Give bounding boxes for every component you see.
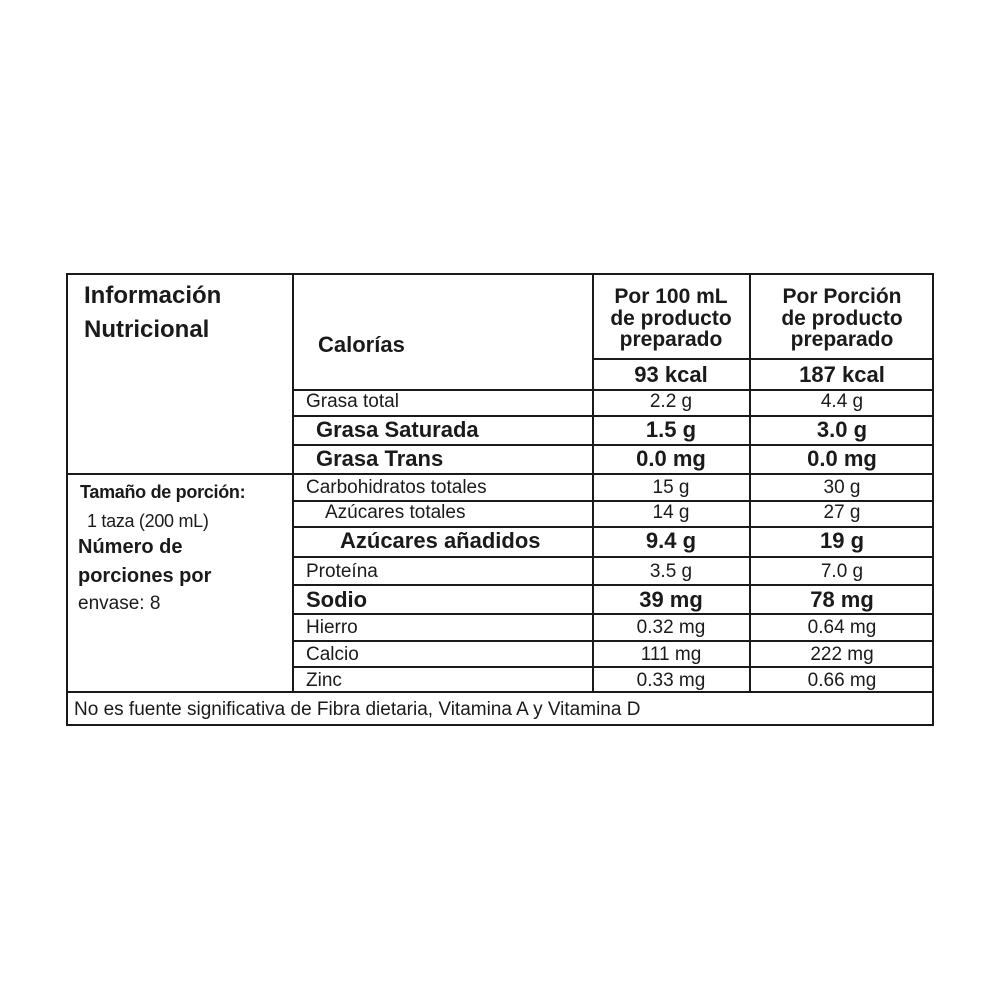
value-100ml-azucares-totales: 14 g: [652, 502, 690, 523]
value-100ml-sodio: 39 mg: [639, 587, 703, 612]
nutrient-name-azucares-anadidos: Azúcares añadidos: [340, 528, 541, 553]
nutrient-name-grasa-total: Grasa total: [306, 391, 399, 412]
value-portion-azucares-totales: 27 g: [823, 502, 861, 523]
col-header-100ml-line2: de producto: [610, 307, 732, 330]
footnote: No es fuente significativa de Fibra dietaria, Vitamina A y Vitamina D: [74, 699, 641, 720]
label-title-line1: Información: [84, 282, 222, 309]
divider-left-column: [292, 274, 294, 692]
value-portion-azucares-anadidos: 19 g: [819, 528, 865, 553]
value-portion-hierro: 0.64 mg: [807, 617, 877, 638]
servings-value: envase: 8: [78, 593, 161, 614]
value-portion-grasa-trans: 0.0 mg: [807, 446, 877, 471]
servings-label-line2: porciones por: [78, 565, 212, 587]
value-100ml-grasa-total: 2.2 g: [649, 391, 693, 412]
divider-row: [292, 666, 934, 668]
value-100ml-carbohidratos: 15 g: [652, 477, 690, 498]
servings-label-line1: Número de: [78, 536, 183, 558]
serving-size-value: 1 taza (200 mL): [87, 511, 209, 531]
nutrient-name-grasa-trans: Grasa Trans: [316, 446, 444, 471]
label-title-line2: Nutricional: [84, 316, 210, 343]
value-100ml-proteina: 3.5 g: [649, 561, 693, 582]
nutrient-name-calcio: Calcio: [306, 644, 359, 665]
divider-header: [592, 358, 934, 360]
nutrient-name-zinc: Zinc: [306, 670, 342, 691]
value-100ml-grasa-saturada: 1.5 g: [645, 417, 697, 442]
col-header-100ml-line1: Por 100 mL: [614, 285, 728, 308]
value-100ml-grasa-trans: 0.0 mg: [636, 446, 706, 471]
nutrient-name-azucares-totales: Azúcares totales: [325, 502, 466, 523]
col-header-portion-line3: preparado: [790, 328, 894, 351]
serving-size-label: Tamaño de porción:: [80, 482, 246, 502]
nutrient-name-sodio: Sodio: [306, 587, 368, 612]
col-header-portion-line1: Por Porción: [782, 285, 902, 308]
nutrient-name-proteina: Proteína: [306, 561, 378, 582]
nutrient-name-carbohidratos: Carbohidratos totales: [306, 477, 487, 498]
kcal-100ml: 93 kcal: [634, 362, 708, 387]
value-100ml-azucares-anadidos: 9.4 g: [645, 528, 697, 553]
value-portion-grasa-saturada: 3.0 g: [816, 417, 868, 442]
kcal-portion: 187 kcal: [799, 362, 885, 387]
col-header-100ml-line3: preparado: [619, 328, 723, 351]
col-header-portion-line2: de producto: [781, 307, 903, 330]
value-100ml-hierro: 0.32 mg: [636, 617, 706, 638]
divider-row: [292, 584, 934, 586]
nutrient-name-grasa-saturada: Grasa Saturada: [316, 417, 479, 442]
value-portion-carbohidratos: 30 g: [823, 477, 861, 498]
value-portion-sodio: 78 mg: [810, 587, 874, 612]
divider-row: [292, 556, 934, 558]
divider-row: [292, 640, 934, 642]
calories-label: Calorías: [318, 332, 405, 357]
nutrient-name-hierro: Hierro: [306, 617, 358, 638]
divider-left-section: [66, 473, 934, 475]
divider-footnote: [66, 691, 934, 693]
divider-row: [292, 613, 934, 615]
value-100ml-calcio: 111 mg: [640, 644, 702, 665]
value-100ml-zinc: 0.33 mg: [636, 670, 706, 691]
value-portion-proteina: 7.0 g: [820, 561, 864, 582]
value-portion-calcio: 222 mg: [810, 644, 874, 665]
value-portion-zinc: 0.66 mg: [807, 670, 877, 691]
value-portion-grasa-total: 4.4 g: [820, 391, 864, 412]
